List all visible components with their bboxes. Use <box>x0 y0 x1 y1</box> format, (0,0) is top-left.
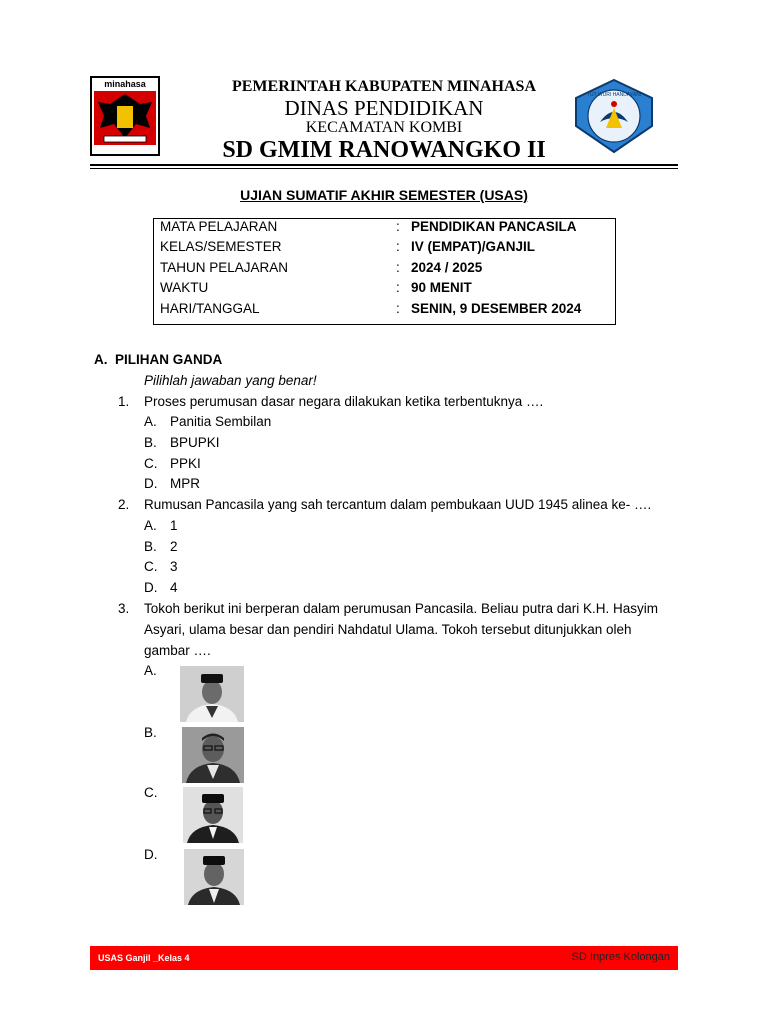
info-value: 90 MENIT <box>411 280 472 295</box>
option-letter: A. <box>144 663 157 678</box>
info-colon: : <box>396 239 400 254</box>
option-text: 4 <box>170 580 178 595</box>
option-letter: B. <box>144 539 157 554</box>
option-letter: C. <box>144 559 158 574</box>
info-colon: : <box>396 260 400 275</box>
option-letter: D. <box>144 476 158 491</box>
option-text: 2 <box>170 539 178 554</box>
question-text-line: gambar …. <box>144 643 211 658</box>
question-number: 1. <box>118 394 130 409</box>
option-text: Panitia Sembilan <box>170 414 272 429</box>
info-value: IV (EMPAT)/GANJIL <box>411 239 535 254</box>
school-name: SD GMIM RANOWANGKO II <box>222 137 546 163</box>
section-letter: A. <box>94 352 108 367</box>
question-number: 3. <box>118 601 130 616</box>
option-letter: C. <box>144 456 158 471</box>
question-text: Proses perumusan dasar negara dilakukan ketika terbentuknya …. <box>144 394 544 409</box>
svg-text:minahasa: minahasa <box>104 79 146 89</box>
info-row-date <box>160 301 615 321</box>
option-letter: B. <box>144 435 157 450</box>
info-label: MATA PELAJARAN <box>160 219 278 234</box>
option-text: MPR <box>170 476 200 491</box>
info-row-subject <box>160 219 615 239</box>
portrait-photo-b <box>182 727 244 783</box>
footer-school-label: SD Inpres Kolongan <box>571 951 670 963</box>
info-label: TAHUN PELAJARAN <box>160 260 289 275</box>
exam-title: UJIAN SUMATIF AKHIR SEMESTER (USAS) <box>240 187 528 203</box>
header-divider-thin <box>90 168 678 169</box>
footer-exam-label: USAS Ganjil _Kelas 4 <box>98 953 190 963</box>
option-letter: A. <box>144 518 157 533</box>
office-name: DINAS PENDIDIKAN <box>284 96 484 120</box>
info-label: WAKTU <box>160 280 209 295</box>
option-text: 1 <box>170 518 178 533</box>
option-text: BPUPKI <box>170 435 220 450</box>
option-letter: D. <box>144 580 158 595</box>
option-letter: C. <box>144 785 158 800</box>
section-instruction: Pilihlah jawaban yang benar! <box>144 373 317 388</box>
government-name: PEMERINTAH KABUPATEN MINAHASA <box>231 78 536 95</box>
info-colon: : <box>396 280 400 295</box>
district-name: KECAMATAN KOMBI <box>305 119 463 136</box>
option-text: PPKI <box>170 456 201 471</box>
page-footer <box>90 946 678 970</box>
info-row-year <box>160 260 615 280</box>
portrait-photo-a <box>180 666 244 722</box>
option-letter: A. <box>144 414 157 429</box>
question-text-line: Tokoh berikut ini berperan dalam perumusan Pancasila. Beliau putra dari K.H. Hasyim <box>144 601 659 616</box>
exam-info-box <box>153 218 616 325</box>
info-value: PENDIDIKAN PANCASILA <box>411 219 577 234</box>
question-text-line: Asyari, ulama besar dan pendiri Nahdatul Ulama. Tokoh tersebut ditunjukkan oleh <box>144 622 632 637</box>
portrait-photo-c <box>183 787 243 843</box>
info-row-time <box>160 280 615 300</box>
question-text: Rumusan Pancasila yang sah tercantum dalam pembukaan UUD 1945 alinea ke- …. <box>144 497 652 512</box>
question-number: 2. <box>118 497 130 512</box>
info-row-class <box>160 239 615 259</box>
svg-text:TUT WURI HANDAYANI: TUT WURI HANDAYANI <box>586 92 642 98</box>
info-label: HARI/TANGGAL <box>160 301 260 316</box>
info-label: KELAS/SEMESTER <box>160 239 282 254</box>
section-heading <box>94 352 222 367</box>
info-value: 2024 / 2025 <box>411 260 483 275</box>
option-text: 3 <box>170 559 178 574</box>
section-title: PILIHAN GANDA <box>115 352 223 367</box>
portrait-photo-d <box>184 849 244 905</box>
header-divider <box>90 164 678 166</box>
info-colon: : <box>396 301 400 316</box>
info-value: SENIN, 9 DESEMBER 2024 <box>411 301 582 316</box>
option-letter: B. <box>144 725 157 740</box>
info-colon: : <box>396 219 400 234</box>
option-letter: D. <box>144 847 158 862</box>
